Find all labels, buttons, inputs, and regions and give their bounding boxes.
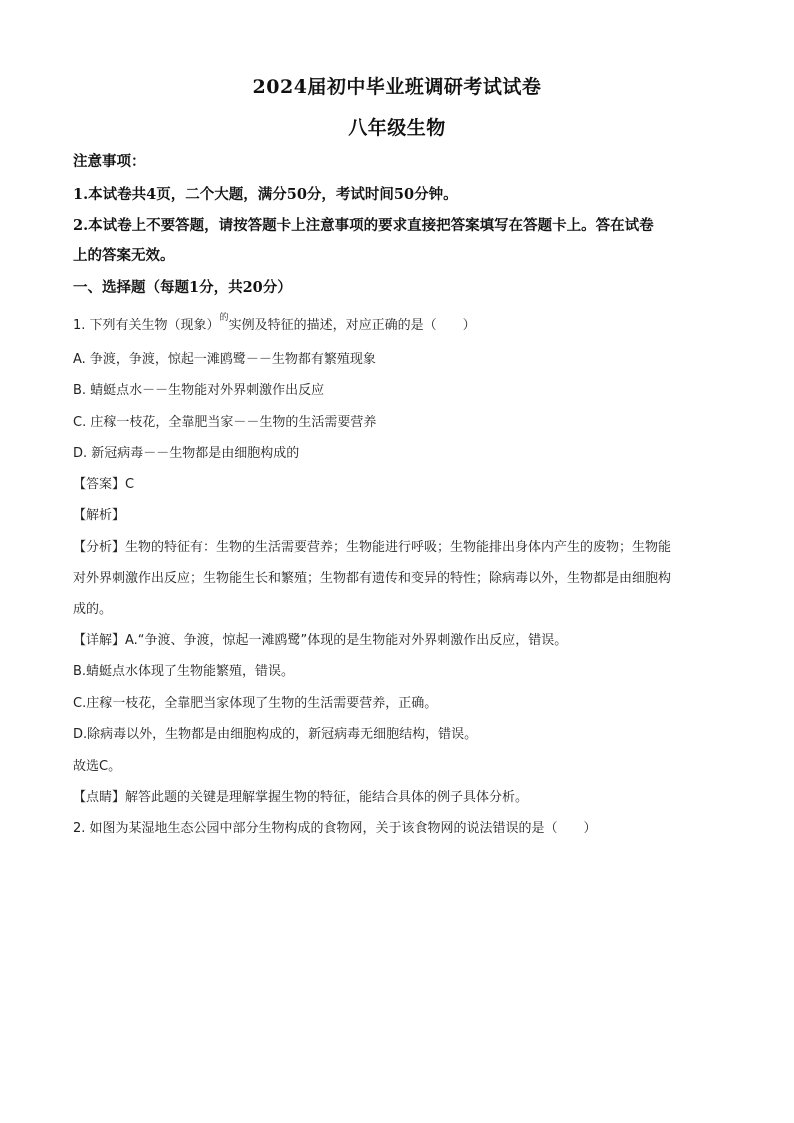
question-1-detail-c: C.庄稼一枝花，全靠肥当家体现了生物的生活需要营养，正确。 (73, 696, 438, 711)
question-2-stem: 2. 如图为某湿地生态公园中部分生物构成的食物网，关于该食物网的说法错误的是（ ） (73, 821, 597, 836)
question-1-fenxi-line-3: 成的。 (73, 602, 113, 617)
question-1-stem-part-b: 实例及特征的描述，对应正确的是（ ） (228, 318, 476, 333)
question-1-stem-superscript: 的 (219, 313, 229, 323)
question-1-choose: 故选C。 (73, 759, 122, 774)
question-1-dianjing: 【点睛】解答此题的关键是理解掌握生物的特征，能结合具体的例子具体分析。 (73, 790, 529, 805)
question-1-option-a: A. 争渡，争渡，惊起一滩鸥鹭－－生物都有繁殖现象 (73, 352, 376, 367)
section-heading-choice: 一、选择题（每题1分，共20分） (73, 279, 292, 296)
exam-title: 2024届初中毕业班调研考试试卷 (252, 76, 542, 98)
question-1-fenxi-line-2: 对外界刺激作出反应；生物能生长和繁殖；生物都有遗传和变异的特性；除病毒以外，生物都是由细胞构 (73, 571, 672, 586)
question-1-stem (73, 314, 733, 333)
question-1-stem-part-a: 1. 下列有关生物（现象） (73, 318, 220, 333)
question-1-option-c: C. 庄稼一枝花，全靠肥当家－－生物的生活需要营养 (73, 415, 377, 430)
notes-item-1: 1.本试卷共4页，二个大题，满分50分，考试时间50分钟。 (73, 186, 458, 203)
question-1-analysis-label: 【解析】 (73, 508, 126, 523)
notes-item-2-line-1: 2.本试卷上不要答题，请按答题卡上注意事项的要求直接把答案填写在答题卡上。答在试卷 (73, 217, 654, 234)
question-1-fenxi-line-1: 【分析】生物的特征有：生物的生活需要营养；生物能进行呼吸；生物能排出身体内产生的废物；生物能 (73, 540, 672, 555)
exam-subtitle: 八年级生物 (348, 117, 446, 139)
notes-heading: 注意事项： (73, 153, 146, 170)
question-1-detail-a: 【详解】A.“争渡、争渡，惊起一滩鸥鹭”体现的是生物能对外界刺激作出反应，错误。 (73, 633, 568, 648)
question-1-detail-b: B.蜻蜓点水体现了生物能繁殖，错误。 (73, 664, 295, 679)
question-1-option-b: B. 蜻蜓点水－－生物能对外界刺激作出反应 (73, 383, 325, 398)
question-1-option-d: D. 新冠病毒－－生物都是由细胞构成的 (73, 446, 300, 461)
question-1-detail-d: D.除病毒以外，生物都是由细胞构成的，新冠病毒无细胞结构，错误。 (73, 727, 478, 742)
notes-item-2-line-2: 上的答案无效。 (73, 247, 175, 264)
question-1-answer: 【答案】C (73, 477, 135, 492)
